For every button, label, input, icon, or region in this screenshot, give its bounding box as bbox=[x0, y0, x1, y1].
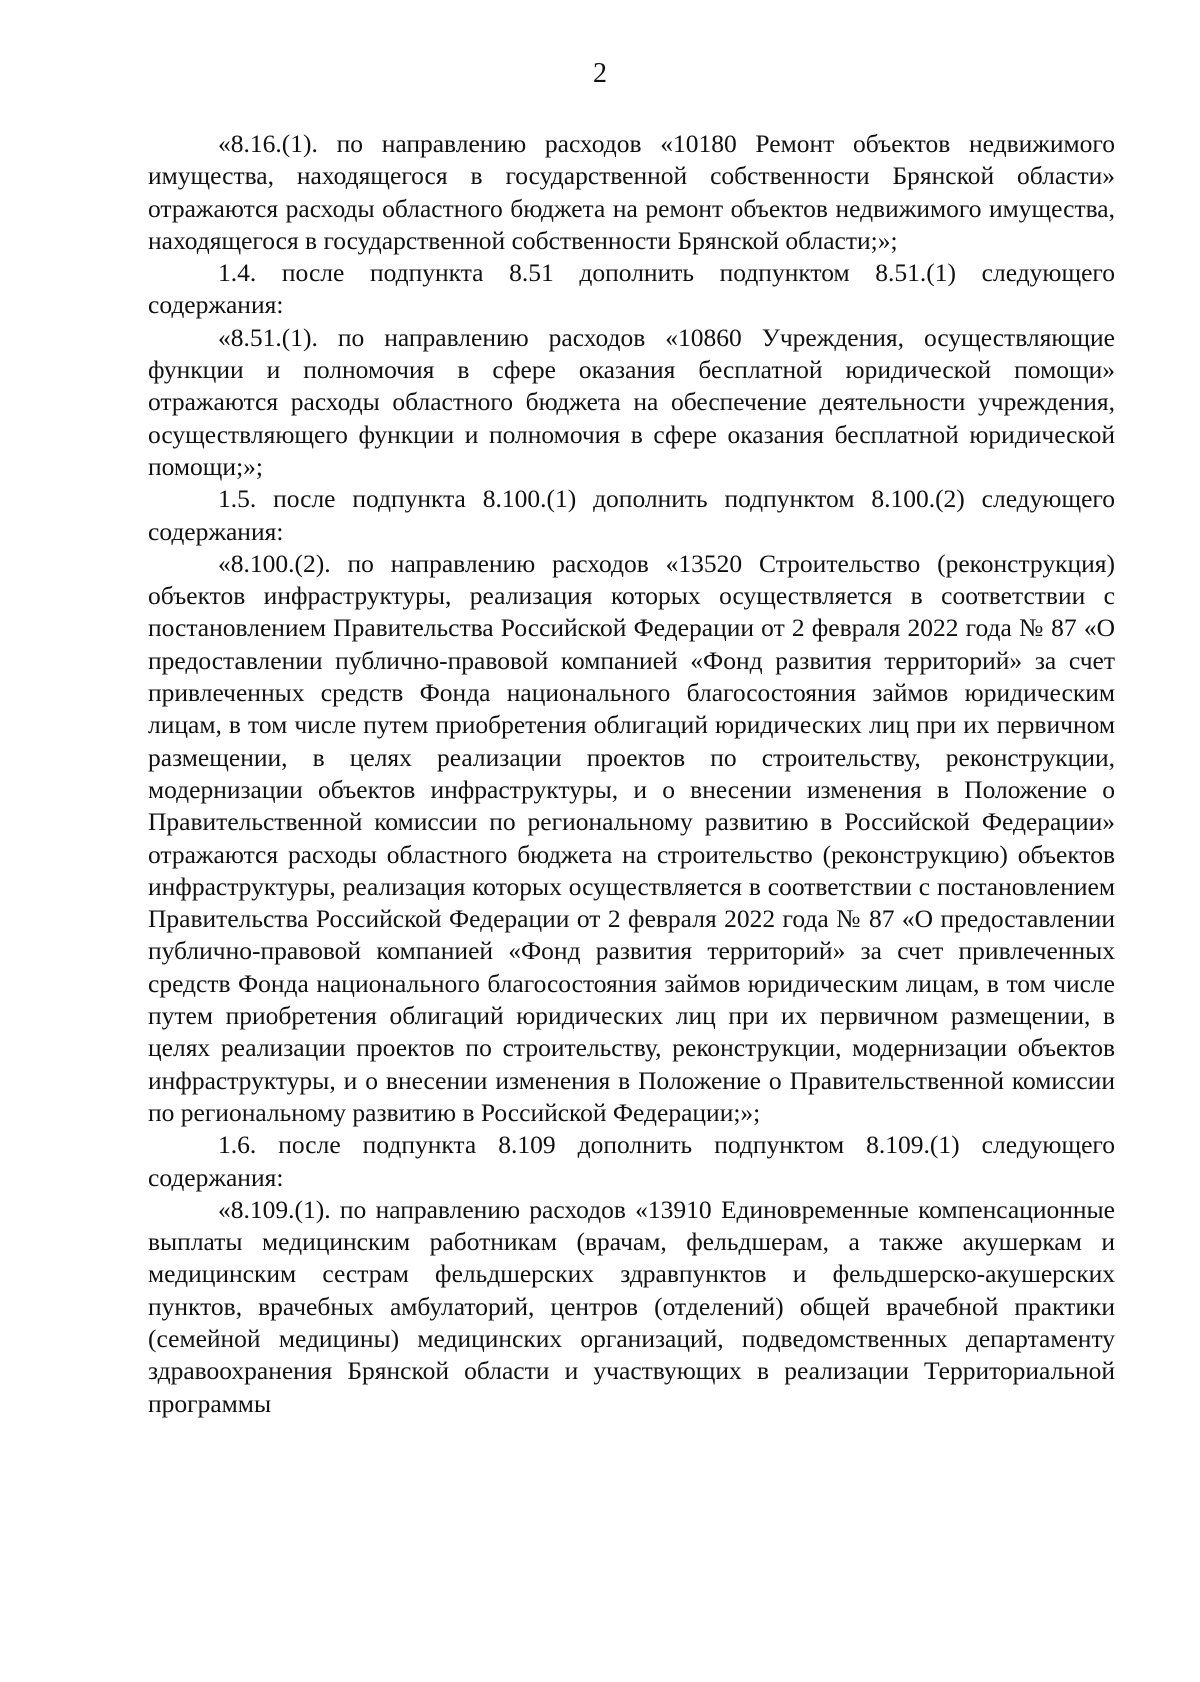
paragraph-1-6: 1.6. после подпункта 8.109 дополнить подпунктом 8.109.(1) следующего содержания: bbox=[148, 1130, 1115, 1192]
paragraph-1-5: 1.5. после подпункта 8.100.(1) дополнить подпунктом 8.100.(2) следующего содержания: bbox=[148, 484, 1115, 546]
paragraph-8-16-1: «8.16.(1). по направлению расходов «10180 Ремонт объектов недвижимого имущества, находящегося в государственной собственности Брянской области» отражаются расходы областного бюджета на ремонт объектов недвижимого имущества, находящегося в государственной собственности Брянской области;»; bbox=[148, 129, 1115, 255]
paragraph-1-4: 1.4. после подпункта 8.51 дополнить подпунктом 8.51.(1) следующего содержания: bbox=[148, 258, 1115, 320]
page-number: 2 bbox=[593, 58, 607, 89]
paragraph-8-51-1: «8.51.(1). по направлению расходов «10860 Учреждения, осуществляющие функции и полномочия в сфере оказания бесплатной юридической помощи» отражаются расходы областного бюджета на обеспечение деятельности учреждения, осуществляющего функции и полномочия в сфере оказания бесплатной юридической помощи;»; bbox=[148, 322, 1115, 481]
paragraph-8-100-2: «8.100.(2). по направлению расходов «13520 Строительство (реконструкция) объектов инфраструктуры, реализация которых осуществляется в соответствии с постановлением Правительства Российской Федерации от 2 февраля 2022 года № 87 «О предоставлении публично-правовой компанией «Фонд развития территорий» за счет привлеченных средств Фонда национального благосостояния займов юридическим лицам, в том числе путем приобретения облигаций юридических лиц при их первичном размещении, в целях реализации проектов по строительству, реконструкции, модернизации объектов инфраструктуры, и о внесении изменения в Положение о Правительственной комиссии по региональному развитию в Российской Федерации» отражаются расходы областного бюджета на строительство (реконструкцию) объектов инфраструктуры, реализация которых осуществляется в соответствии с постановлением Правительства Российской Федерации от 2 февраля 2022 года № 87 «О предоставлении публично-правовой компанией «Фонд развития территорий» за счет привлеченных средств Фонда национального благосостояния займов юридическим лицам, в том числе путем приобретения облигаций юридических лиц при их первичном размещении, в целях реализации проектов по строительству, реконструкции, модернизации объектов инфраструктуры, и о внесении изменения в Положение о Правительственной комиссии по региональному развитию в Российской Федерации;»; bbox=[148, 548, 1115, 1127]
document-body bbox=[148, 128, 1115, 1420]
paragraph-8-109-1: «8.109.(1). по направлению расходов «13910 Единовременные компенсационные выплаты медицинским работникам (врачам, фельдшерам, а также акушеркам и медицинским сестрам фельдшерских здравпунктов и фельдшерско-акушерских пунктов, врачебных амбулаторий, центров (отделений) общей врачебной практики (семейной медицины) медицинских организаций, подведомственных департаменту здравоохранения Брянской области и участвующих в реализации Территориальной программы bbox=[148, 1194, 1115, 1418]
